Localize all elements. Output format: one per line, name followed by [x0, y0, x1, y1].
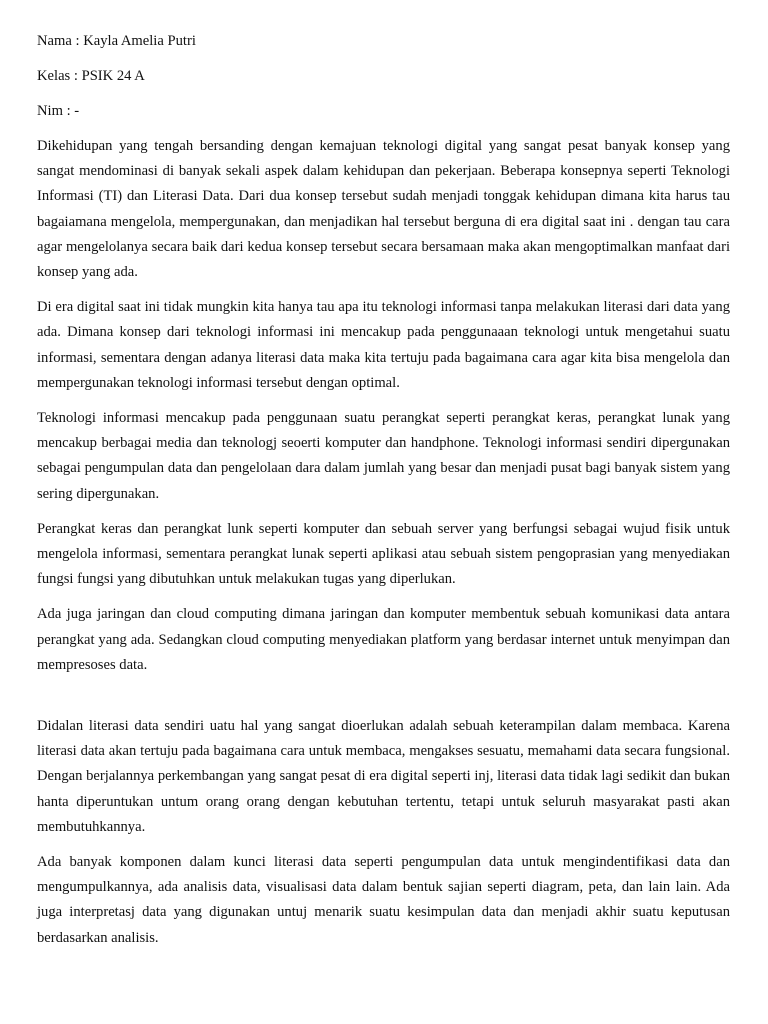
student-nim: Nim : - [37, 103, 80, 119]
paragraph-data-literacy: Didalan literasi data sendiri uatu hal yang sangat dioerlukan adalah sebuah keterampilan dalam membaca. Karena literasi data akan tertuju pada bagaimana cara untuk membaca, mengakses sesuatu, memahami data secara fungsional. Dengan berjalannya perkembangan yang sangat pesat di era digital seperti inj, literasi data tidak lagi sedikit dan bukan hanta diperuntukan untum orang orang dengan kebutuhan tertentu, tetapi untuk seluruh masyarakat pasti akan membutuhkannya. [37, 718, 730, 835]
paragraph-it-scope: Teknologi informasi mencakup pada penggunaan suatu perangkat seperti perangkat keras, perangkat lunak yang mencakup berbagai media dan teknologj seoerti komputer dan handphone. Teknologi informasi sendiri dipergunakan sebagai pengumpulan data dan pengelolaan dara dalam jumlah yang besar dan menjadi pusat bagi banyak sistem yang sering dipergunakan. [37, 410, 730, 502]
paragraph-digital-era: Di era digital saat ini tidak mungkin kita hanya tau apa itu teknologi informasi tanpa melakukan literasi dari data yang ada. Dimana konsep dari teknologi informasi ini mencakup pada penggunaaan teknologi untuk mengetahui suatu informasi, sementara dengan adanya literasi data maka kita tertuju pada bagaimana cara agar kita bisa mengelola dan mempergunakan teknologi informasi tersebut dengan optimal. [37, 299, 730, 391]
paragraph-intro: Dikehidupan yang tengah bersanding dengan kemajuan teknologi digital yang sangat pesat banyak konsep yang sangat mendominasi di banyak sekali aspek dalam kehidupan dan pekerjaan. Beberapa konsepnya seperti Teknologi Informasi (TI) dan Literasi Data. Dari dua konsep tersebut sudah menjadi tonggak kehidupan dimana kita harus tau bagaiamana mengelola, mempergunakan, dan menjadikan hal tersebut berguna di era digital saat ini . dengan tau cara agar mengelolanya secara baik dari kedua konsep tersebut secara bersamaan maka akan mengoptimalkan manfaat dari konsep yang ada. [37, 138, 730, 281]
section-gap [37, 688, 730, 714]
paragraph-network-cloud: Ada juga jaringan dan cloud computing dimana jaringan dan komputer membentuk sebuah komunikasi data antara perangkat yang ada. Sedangkan cloud computing menyediakan platform yang berdasar internet untuk menyimpan dan mempresoses data. [37, 606, 730, 673]
student-class: Kelas : PSIK 24 A [37, 68, 145, 84]
document-page [37, 29, 730, 961]
paragraph-hardware-software: Perangkat keras dan perangkat lunk seperti komputer dan sebuah server yang berfungsi sebagai wujud fisik untuk mengelola informasi, sementara perangkat lunak seperti aplikasi atau sebuah sistem pengoprasian yang menyediakan fungsi fungsi yang dibutuhkan untuk melakukan tugas yang diperlukan. [37, 520, 730, 588]
student-name: Nama : Kayla Amelia Putri [37, 33, 196, 49]
paragraph-literacy-components: Ada banyak komponen dalam kunci literasi data seperti pengumpulan data untuk mengindentifikasi data dan mengumpulkannya, ada analisis data, visualisasi data dalam bentuk sajian seperti diagram, peta, dan lain lain. Ada juga interpretasj data yang digunakan untuj menarik suatu kesimpulan data dan menjadi akhir suatu keputusan berdasarkan analisis. [37, 854, 730, 946]
